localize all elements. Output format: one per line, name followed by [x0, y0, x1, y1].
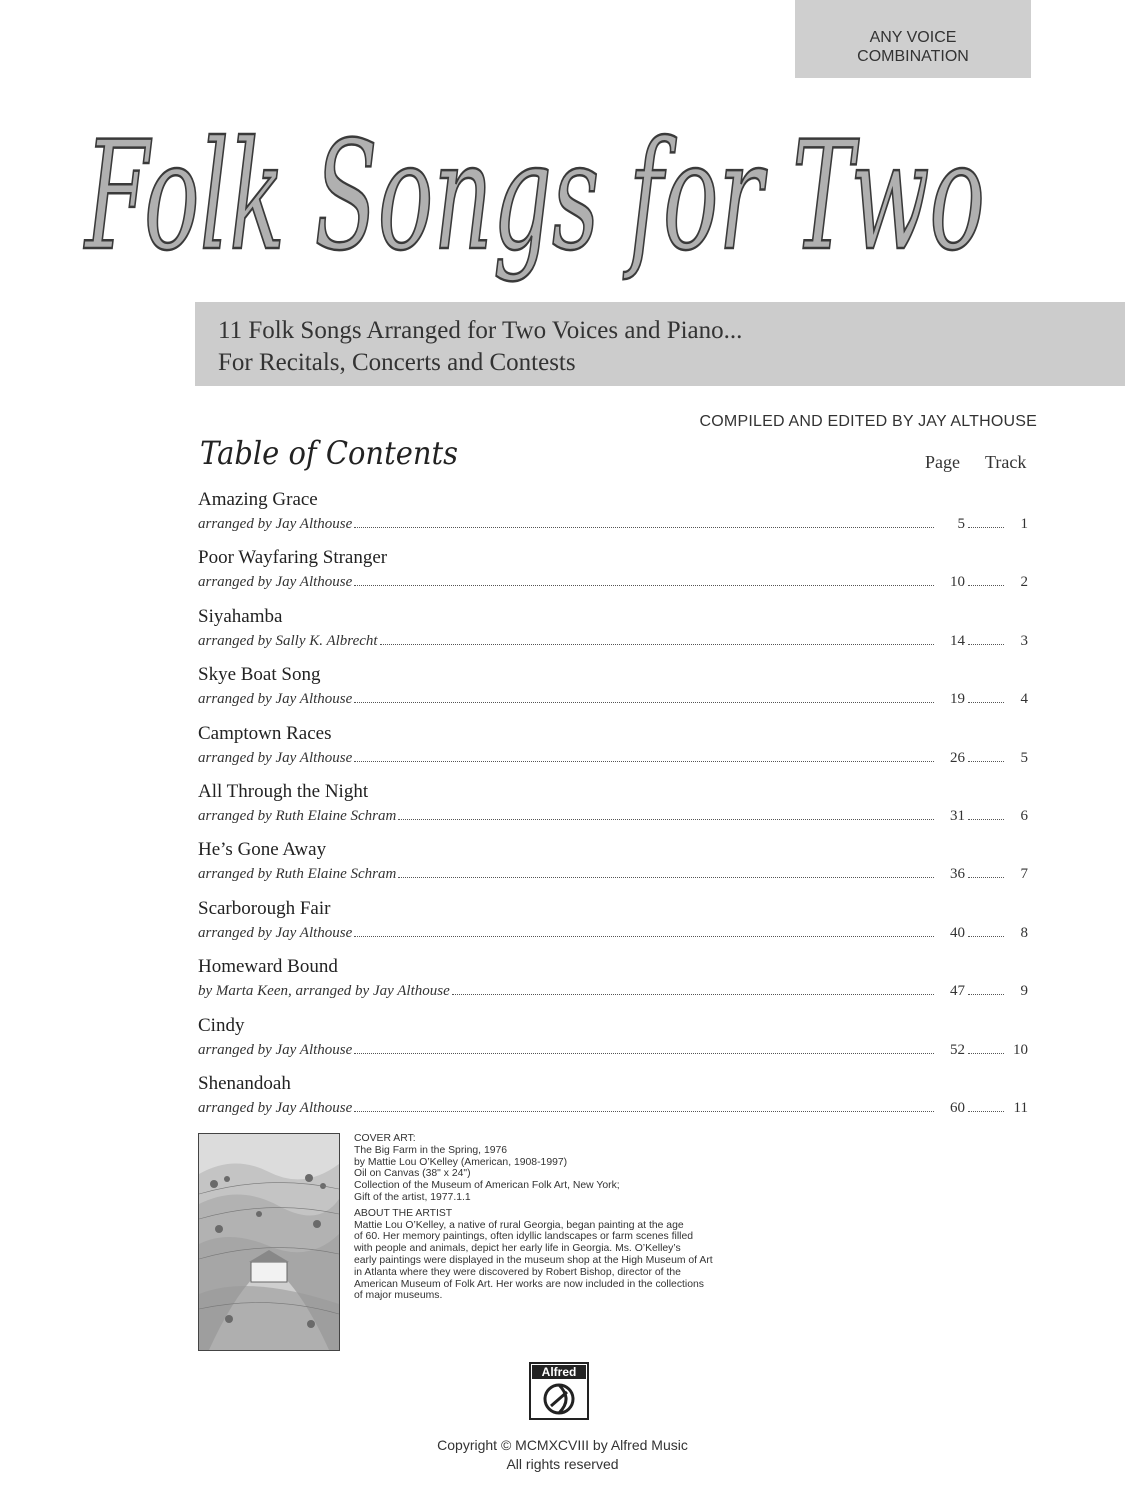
dot-leader: [354, 1110, 934, 1112]
about-artist-line: American Museum of Folk Art. Her works are now included in the collections: [354, 1278, 704, 1290]
dot-leader: [354, 760, 934, 762]
dot-leader: [968, 1052, 1004, 1054]
song-page: 14: [950, 632, 965, 649]
compiled-by: COMPILED AND EDITED BY JAY ALTHOUSE: [699, 413, 1037, 430]
toc-entry[interactable]: [198, 663, 1028, 721]
toc-entry[interactable]: [198, 605, 1028, 663]
toc-list: [198, 488, 1028, 1130]
song-title: Poor Wayfaring Stranger: [198, 547, 388, 569]
cover-art-line: Collection of the Museum of American Folk Art, New York;: [354, 1180, 620, 1192]
voice-combination-badge: [795, 0, 1031, 78]
about-artist-line: of major museums.: [354, 1290, 443, 1302]
subtitle-line-1: 11 Folk Songs Arranged for Two Voices and Piano...: [218, 317, 743, 344]
toc-entry[interactable]: [198, 955, 1028, 1013]
dot-leader: [380, 643, 934, 645]
about-artist-line: with people and animals, depict her early life in Georgia. Ms. O’Kelley’s: [354, 1243, 681, 1255]
cover-art-line: Oil on Canvas (38" x 24"): [354, 1168, 471, 1180]
song-page: 40: [950, 924, 965, 941]
song-arranger: arranged by Sally K. Albrecht: [198, 632, 378, 649]
dot-leader: [968, 993, 1004, 995]
song-track: 1: [1020, 516, 1028, 532]
song-title: He’s Gone Away: [198, 839, 327, 861]
song-track: 2: [1020, 574, 1028, 591]
song-page: 31: [950, 807, 965, 824]
dot-leader: [968, 818, 1004, 820]
song-page: 26: [950, 749, 965, 766]
song-title: Amazing Grace: [198, 489, 318, 510]
dot-leader: [398, 818, 934, 820]
subtitle-line-2: For Recitals, Concerts and Contests: [218, 349, 576, 376]
song-track: 7: [1020, 866, 1028, 883]
cover-art-line: Gift of the artist, 1977.1.1: [354, 1191, 471, 1203]
toc-entry[interactable]: [198, 722, 1028, 780]
dot-leader: [452, 993, 934, 995]
main-title: [0, 108, 1125, 298]
song-arranger: arranged by Jay Althouse: [198, 924, 353, 941]
song-track: 3: [1020, 632, 1028, 649]
toc-entry[interactable]: [198, 838, 1028, 896]
song-track: 11: [1013, 1099, 1028, 1116]
cover-art-credits: [354, 1133, 794, 1302]
badge-line-1: ANY VOICE: [869, 29, 957, 46]
song-page: 47: [950, 983, 965, 1000]
song-title: Scarborough Fair: [198, 897, 331, 919]
song-track: 9: [1020, 983, 1028, 1000]
dot-leader: [354, 526, 934, 528]
song-track: 8: [1020, 924, 1028, 941]
song-arranger: by Marta Keen, arranged by Jay Althouse: [198, 983, 450, 1000]
dot-leader: [968, 935, 1004, 937]
dot-leader: [968, 760, 1004, 762]
alfred-logo: [529, 1362, 589, 1420]
alfred-logo-text: Alfred: [541, 1365, 577, 1379]
song-track: 4: [1020, 691, 1028, 708]
song-page: 36: [950, 866, 965, 883]
toc-entry[interactable]: [198, 897, 1028, 955]
song-title: Skye Boat Song: [198, 664, 321, 686]
column-header-track: Track: [985, 452, 1027, 472]
dot-leader: [968, 1110, 1004, 1112]
cover-art-heading: COVER ART:: [354, 1133, 416, 1144]
subtitle-band: [195, 302, 1125, 386]
song-track: 5: [1020, 749, 1028, 766]
song-arranger: arranged by Jay Althouse: [198, 1099, 353, 1116]
song-title: Siyahamba: [198, 605, 283, 627]
dot-leader: [354, 701, 934, 703]
song-arranger: arranged by Jay Althouse: [198, 1041, 353, 1058]
toc-entry[interactable]: [198, 488, 1028, 546]
song-title: Camptown Races: [198, 722, 332, 744]
toc-entry[interactable]: [198, 1014, 1028, 1072]
song-arranger: arranged by Ruth Elaine Schram: [198, 866, 397, 883]
dot-leader: [968, 526, 1004, 528]
badge-line-2: COMBINATION: [857, 48, 969, 65]
dot-leader: [968, 643, 1004, 645]
copyright-notice: [0, 1436, 1125, 1474]
dot-leader: [354, 935, 934, 937]
toc-entry[interactable]: [198, 780, 1028, 838]
about-artist-line: in Atlanta where they were discovered by Robert Bishop, director of the: [354, 1266, 681, 1278]
copyright-line-1: Copyright © MCMXCVIII by Alfred Music: [437, 1437, 688, 1453]
cover-art-line: by Mattie Lou O’Kelley (American, 1908-1997): [354, 1156, 568, 1168]
song-arranger: arranged by Jay Althouse: [198, 574, 353, 591]
column-header-page: Page: [925, 452, 960, 472]
song-page: 60: [950, 1099, 965, 1116]
copyright-line-2: All rights reserved: [506, 1456, 619, 1472]
song-page: 5: [957, 516, 965, 532]
song-page: 19: [950, 691, 965, 708]
song-title: Homeward Bound: [198, 956, 338, 978]
song-title: Cindy: [198, 1014, 245, 1036]
dot-leader: [968, 701, 1004, 703]
song-track: 10: [1013, 1041, 1028, 1058]
about-artist-line: of 60. Her memory paintings, often idyllic landscapes or farm scenes filled: [354, 1231, 694, 1243]
song-title: All Through the Night: [198, 780, 369, 802]
song-arranger: arranged by Jay Althouse: [198, 516, 353, 532]
about-artist-line: early paintings were displayed in the museum shop at the High Museum of Art: [354, 1254, 713, 1266]
song-title: Shenandoah: [198, 1072, 291, 1094]
dot-leader: [354, 1052, 934, 1054]
song-page: 52: [950, 1041, 965, 1058]
dot-leader: [968, 584, 1004, 586]
song-arranger: arranged by Ruth Elaine Schram: [198, 807, 397, 824]
cover-art-line: The Big Farm in the Spring, 1976: [354, 1144, 508, 1156]
toc-heading: [198, 430, 468, 478]
song-arranger: arranged by Jay Althouse: [198, 691, 353, 708]
toc-entry[interactable]: [198, 1072, 1028, 1130]
dot-leader: [398, 876, 934, 878]
dot-leader: [968, 876, 1004, 878]
toc-entry[interactable]: [198, 546, 1028, 604]
toc-heading-text: Table of Contents: [200, 434, 458, 472]
song-track: 6: [1020, 807, 1028, 824]
about-artist-heading: ABOUT THE ARTIST: [354, 1207, 453, 1219]
main-title-text: Folk Songs for Two: [83, 110, 986, 284]
cover-art-thumbnail: [198, 1133, 340, 1351]
about-artist-line: Mattie Lou O’Kelley, a native of rural Georgia, began painting at the age: [354, 1219, 684, 1231]
song-arranger: arranged by Jay Althouse: [198, 749, 353, 766]
song-page: 10: [950, 574, 965, 591]
dot-leader: [354, 584, 934, 586]
